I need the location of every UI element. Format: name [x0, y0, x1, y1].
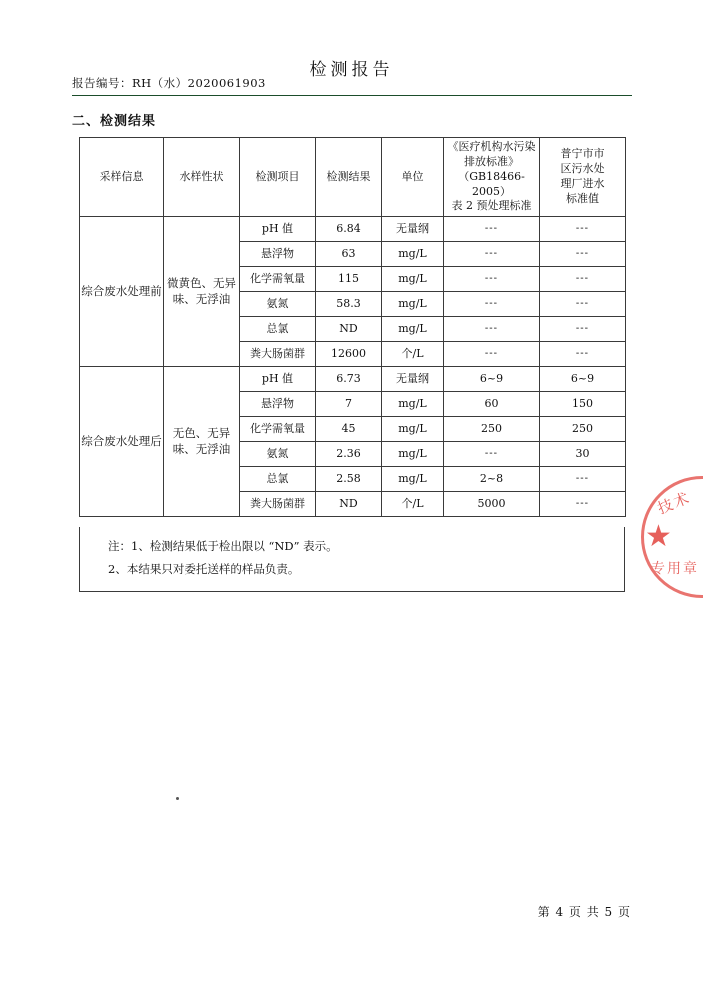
cell-std1: --- [444, 267, 540, 292]
cell-result: 12600 [316, 342, 382, 367]
th-std2-line4: 标准值 [566, 191, 599, 205]
cell-unit: 个/L [382, 342, 444, 367]
cell-std1: --- [444, 317, 540, 342]
cell-result: 2.58 [316, 467, 382, 492]
th-result: 检测结果 [316, 138, 382, 217]
official-stamp [623, 470, 703, 600]
cell-item: pH 值 [240, 367, 316, 392]
cell-result: 6.84 [316, 217, 382, 242]
cell-unit: 个/L [382, 492, 444, 517]
note-2: 2、本结果只对委托送样的样品负责。 [108, 562, 300, 576]
cell-unit: mg/L [382, 267, 444, 292]
cell-std2: --- [540, 342, 626, 367]
cell-item: 化学需氧量 [240, 267, 316, 292]
cell-std1: 250 [444, 417, 540, 442]
cell-result: 63 [316, 242, 382, 267]
page-footer: 第 4 页 共 5 页 [537, 905, 631, 919]
cell-std1: 60 [444, 392, 540, 417]
th-std1-line1: 《医疗机构水污染 [447, 140, 536, 153]
cell-result: 2.36 [316, 442, 382, 467]
cell-item: 化学需氧量 [240, 417, 316, 442]
stamp-top-text: 技术 [655, 488, 694, 518]
th-std2-line3: 理厂进水 [560, 177, 605, 191]
cell-std1: --- [444, 292, 540, 317]
cell-result: 58.3 [316, 292, 382, 317]
cell-result: 7 [316, 392, 382, 417]
cell-item: 悬浮物 [240, 242, 316, 267]
cell-std2: --- [540, 267, 626, 292]
table-row [80, 367, 626, 392]
cell-unit: mg/L [382, 292, 444, 317]
cell-result: ND [316, 492, 382, 517]
results-table [79, 137, 626, 517]
th-item: 检测项目 [240, 138, 316, 217]
page-artifact-dot [176, 797, 179, 800]
group-sampling-info-after: 综合废水处理后 [80, 367, 164, 517]
cell-std2: --- [540, 317, 626, 342]
star-icon: ★ [645, 520, 672, 553]
page-title: 检测报告 [309, 60, 394, 80]
cell-result: 6.73 [316, 367, 382, 392]
notes-block [79, 527, 625, 592]
cell-std2: 150 [540, 392, 626, 417]
cell-unit: mg/L [382, 392, 444, 417]
cell-std1: 6~9 [444, 367, 540, 392]
cell-result: 45 [316, 417, 382, 442]
table-header-row [80, 138, 626, 217]
cell-unit: 无量纲 [382, 367, 444, 392]
cell-std2: --- [540, 292, 626, 317]
cell-item: 总氯 [240, 467, 316, 492]
cell-item: pH 值 [240, 217, 316, 242]
cell-result: 115 [316, 267, 382, 292]
cell-std2: 6~9 [540, 367, 626, 392]
cell-std1: --- [444, 342, 540, 367]
cell-std2: --- [540, 217, 626, 242]
report-number: 报告编号：RH（水）2020061903 [72, 76, 266, 90]
cell-result: ND [316, 317, 382, 342]
th-std1-line3: （GB18466-2005） [458, 169, 525, 198]
stamp-ring [641, 476, 703, 598]
th-sampling-info: 采样信息 [80, 138, 164, 217]
cell-item: 悬浮物 [240, 392, 316, 417]
th-std2-line1: 普宁市市 [560, 147, 605, 161]
section-heading: 二、检测结果 [72, 114, 157, 129]
cell-std2: 30 [540, 442, 626, 467]
cell-item: 氨氮 [240, 292, 316, 317]
header-divider [72, 95, 632, 96]
cell-unit: mg/L [382, 317, 444, 342]
note-1: 注：1、检测结果低于检出限以 “ND” 表示。 [108, 539, 338, 553]
cell-std2: --- [540, 242, 626, 267]
group-appearance-after: 无色、无异味、无浮油 [164, 367, 240, 517]
cell-unit: mg/L [382, 442, 444, 467]
cell-unit: mg/L [382, 417, 444, 442]
group-sampling-info-before: 综合废水处理前 [80, 217, 164, 367]
th-std2-line2: 区污水处 [560, 162, 605, 176]
th-std1-line2: 排放标准》 [464, 154, 519, 168]
th-standard-local [540, 138, 626, 217]
cell-item: 粪大肠菌群 [240, 492, 316, 517]
cell-std2: 250 [540, 417, 626, 442]
th-appearance: 水样性状 [164, 138, 240, 217]
th-unit: 单位 [382, 138, 444, 217]
cell-item: 总氯 [240, 317, 316, 342]
stamp-bottom-text: 专用章 [651, 561, 699, 577]
th-std1-line4: 表 2 预处理标准 [451, 199, 532, 213]
th-standard-gb18466 [444, 138, 540, 217]
cell-std1: --- [444, 242, 540, 267]
cell-std2: --- [540, 492, 626, 517]
cell-item: 粪大肠菌群 [240, 342, 316, 367]
table-row [80, 217, 626, 242]
cell-unit: 无量纲 [382, 217, 444, 242]
cell-unit: mg/L [382, 467, 444, 492]
cell-std2: --- [540, 467, 626, 492]
cell-std1: 5000 [444, 492, 540, 517]
cell-unit: mg/L [382, 242, 444, 267]
cell-item: 氨氮 [240, 442, 316, 467]
group-appearance-before: 微黄色、无异味、无浮油 [164, 217, 240, 367]
cell-std1: --- [444, 442, 540, 467]
cell-std1: 2~8 [444, 467, 540, 492]
cell-std1: --- [444, 217, 540, 242]
